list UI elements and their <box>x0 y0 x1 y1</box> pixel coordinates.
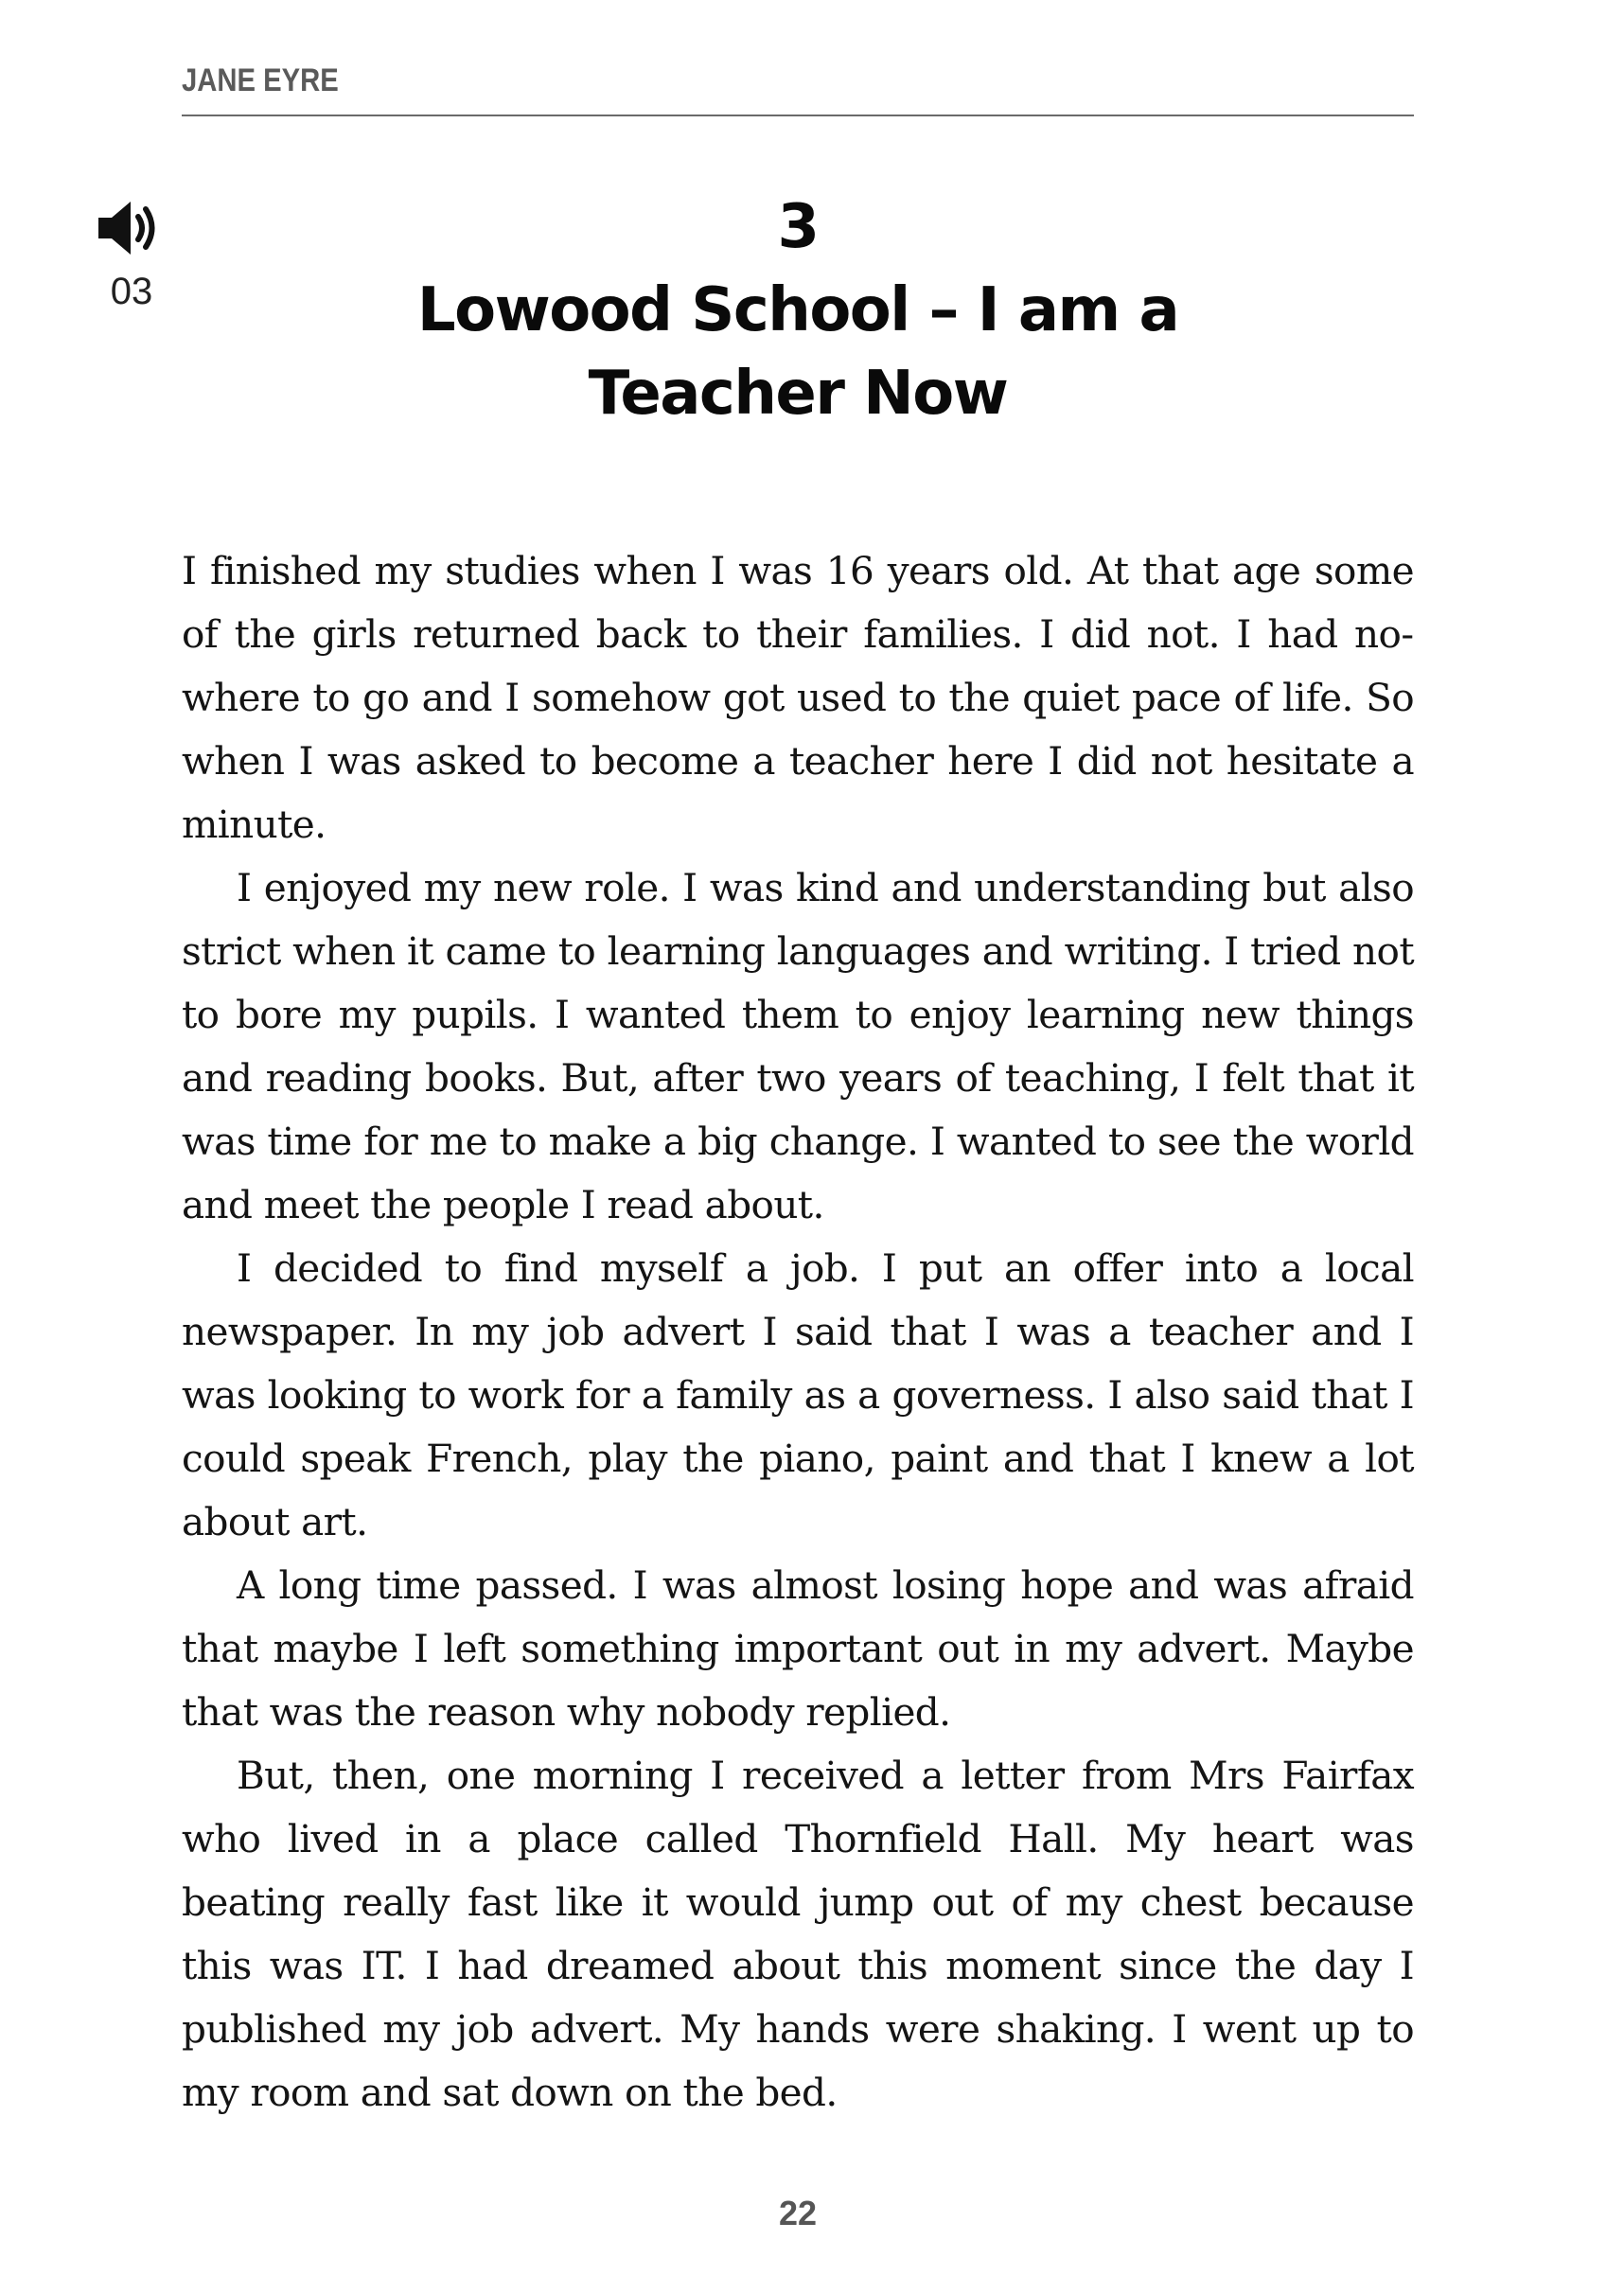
body-text <box>182 539 1414 2125</box>
chapter-heading <box>182 185 1414 435</box>
track-number: 03 <box>110 271 153 312</box>
audio-track[interactable] <box>89 199 174 313</box>
paragraph: A long time passed. I was almost losing hope and was afraid that maybe I left something important out in my advert. Maybe that was the reason why nobody replied. <box>182 1562 1414 1735</box>
chapter-number: 3 <box>777 192 819 262</box>
paragraph: But, then, one morning I received a letter from Mrs Fairfax who lived in a place called Thornfield Hall. My heart was beating really fast like it would jump out of my chest because this was IT. I had dreamed about this moment since the day I published my job advert. My hands were shaking. I went up to my room and sat down on the bed. <box>182 1753 1414 2115</box>
paragraph: I enjoyed my new role. I was kind and understanding but also strict when it came to learning languages and writing. I tried not to bore my pupils. I wanted them to enjoy learning new things and reading books. But, after two years of teaching, I felt that it was time for me to make a big change. I wanted to see the world and meet the people I read about. <box>182 865 1414 1227</box>
chapter-title: Lowood School – I am a Teacher Now <box>416 275 1179 429</box>
header-rule <box>182 115 1414 116</box>
page-number: 22 <box>778 2194 818 2232</box>
running-header: JANE EYRE <box>182 62 339 98</box>
paragraph: I finished my studies when I was 16 years old. At that age some of the girls returned back to their families. I did not. I had nowhere to go and I somehow got used to the quiet pace of life. So when I was asked to become a teacher here I did not hesitate a minute. <box>182 548 1414 847</box>
paragraph: I decided to find myself a job. I put an offer into a local newspaper. In my job advert I said that I was a teacher and I was looking to work for a family as a governess. I also said that I could speak French, play the piano, paint and that I knew a lot about art. <box>182 1245 1414 1544</box>
speaker-icon[interactable] <box>97 199 167 257</box>
